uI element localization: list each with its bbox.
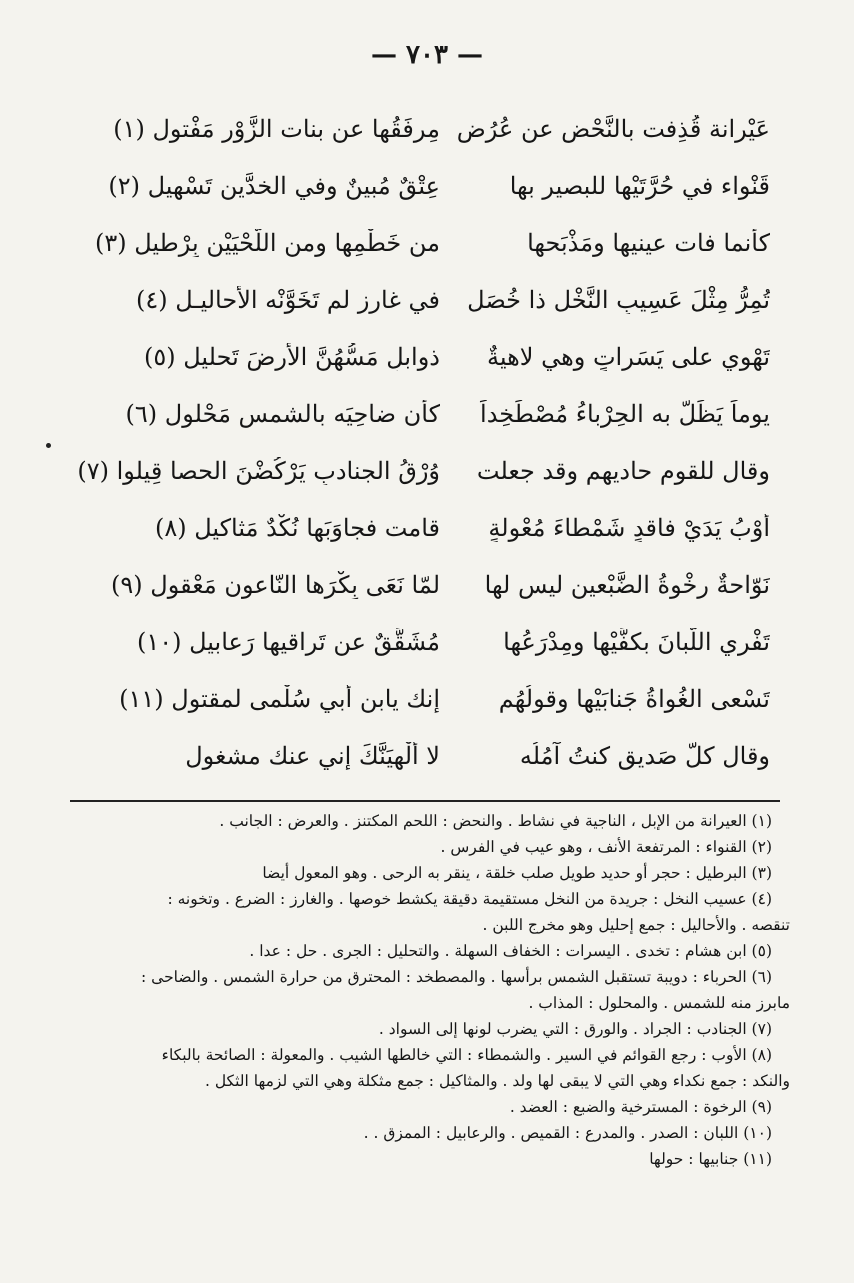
verse — [70, 442, 770, 499]
hemistich-first: تَفْري اللّبانَ بكفَّيْها ومِدْرَعُها — [503, 627, 770, 656]
hemistich-second: عِتْقٌ مُبينٌ وفي الخدَّين تَسْهيل (٢) — [108, 171, 440, 200]
footnote: (١) العيرانة من الإبل ، الناجية في نشاط . والنحض : اللحم المكتنز . والعرض : الجانب . — [219, 812, 772, 830]
hemistich-second: لا أُلْهِيَنَّكَ إني عنك مشغول — [185, 741, 440, 770]
verse — [70, 214, 770, 271]
hemistich-first: أوْبُ يَدَيْ فاقدٍ شَمْطاءَ مُعْوِلةٍ — [488, 513, 770, 542]
footnote: (٢) القنواء : المرتفعة الأنف ، وهو عيب في الفرس . — [440, 838, 772, 856]
verse — [70, 613, 770, 670]
hemistich-first: عَيْرانة قُذِفت بالنَّحْض عن عُرُض — [456, 114, 770, 143]
footnote: (١٠) اللبان : الصدر . والمدرع : القميص . والرعابيل : الممزق . . — [363, 1124, 772, 1142]
footnote-continuation: تنقصه . والأحاليل : جمع إحليل وهو مخرج اللبن . — [482, 916, 790, 934]
verse — [70, 556, 770, 613]
verse — [70, 100, 770, 157]
footnote: (٥) ابن هشام : تخدى . اليسرات : الخفاف السهلة . والتحليل : الجرى . حل : عدا . — [249, 942, 772, 960]
hemistich-first: تَسْعى الغُواةُ جَنابَيْها وقولُهُم — [498, 684, 770, 713]
footnote: (٧) الجنادب : الجراد . والورق : التي يضرب لونها إلى السواد . — [378, 1020, 772, 1038]
verse — [70, 727, 770, 784]
footnote: (٤) عسيب النخل : جريدة من النخل مستقيمة دقيقة يكشط خوصها . والغارز : الضرع . وتخونه : — [167, 890, 772, 908]
hemistich-first: وقال للقوم حاديهم وقد جعلت — [476, 456, 770, 485]
hemistich-first: نَوّاحةٌ رِخْوةُ الضَّبْعين ليس لها — [484, 570, 770, 599]
verse — [70, 157, 770, 214]
hemistich-first: تُمِرُّ مِثْلَ عَسِيبِ النَّخْل ذا خُصَل — [467, 285, 770, 314]
footnote-divider — [70, 800, 780, 802]
hemistich-first: تَهْوي على يَسَراتٍ وهي لاهيةٌ — [486, 342, 770, 371]
footnote: (٣) البرطيل : حجر أو حديد طويل صلب خلقة ، ينقر به الرحى . وهو المعول أيضا — [262, 864, 772, 882]
hemistich-second: ذوابلٍ مَسُّهُنَّ الأرضَ تَحليل (٥) — [143, 342, 440, 371]
footnotes — [60, 808, 790, 1172]
hemistich-second: مُشَقَّقٌ عن تَراقيها رَعابيل (١٠) — [136, 627, 440, 656]
page-number: — ٧٠٣ — — [370, 40, 484, 70]
hemistich-first: وقال كلُّ صَديقٍ كنتُ آمُلُه — [519, 741, 770, 770]
hemistich-second: لمّا نَعَى بِكْرَها النّاعون مَعْقول (٩) — [111, 570, 440, 599]
verse — [70, 328, 770, 385]
verse — [70, 385, 770, 442]
verse — [70, 670, 770, 727]
footnote: (٩) الرخوة : المسترخية والضبع : العضد . — [509, 1098, 772, 1116]
hemistich-first: قَنْواء في حُرَّتَيْها للبصير بها — [509, 171, 770, 200]
footnote: (٨) الأوب : رجع القوائم في السير . والشمطاء : التي خالطها الشيب . والمعولة : الصائحة بالبكاء — [161, 1046, 772, 1064]
verse — [70, 271, 770, 328]
hemistich-second: من خَطْمِها ومن اللَّحْيَيْن بِرْطيل (٣) — [95, 228, 440, 257]
footnote-continuation: مابرز منه للشمس . والمحلول : المذاب . — [528, 994, 790, 1012]
margin-dot — [46, 443, 51, 448]
footnote: (٦) الحرباء : دويبة تستقبل الشمس برأسها . والمصطخد : المحترق من حرارة الشمس . والضاحى : — [141, 968, 772, 986]
hemistich-second: وُرْقُ الجنادبِ يَرْكُضْنَ الحصا قِيلوا (٧) — [77, 456, 440, 485]
hemistich-first: كأنما فات عينيها ومَذْبَحها — [527, 228, 770, 257]
hemistich-second: قامت فجاوَبَها نُكْدٌ مَثاكيل (٨) — [154, 513, 440, 542]
hemistich-second: إنك يابن أبي سُلْمى لمقتول (١١) — [119, 684, 440, 713]
hemistich-first: يوماً يَظَلُّ به الحِرْباءُ مُصْطَخِداً — [480, 399, 770, 428]
footnote-continuation: والنكد : جمع نكداء وهي التي لا يبقى لها ولد . والمثاكيل : جمع مثكلة وهي التي لزمها الثكل . — [204, 1072, 790, 1090]
hemistich-second: مِرفَقُها عن بنات الزَّوْر مَفْتول (١) — [113, 114, 440, 143]
footnote: (١١) جنابيها : حولها — [649, 1150, 772, 1168]
verse — [70, 499, 770, 556]
hemistich-second: كأن ضاحِيَه بالشمس مَحْلول (٦) — [125, 399, 440, 428]
poem — [70, 100, 770, 784]
hemistich-second: في غارزٍ لم تَخَوَّنْه الأحاليـل (٤) — [136, 285, 440, 314]
